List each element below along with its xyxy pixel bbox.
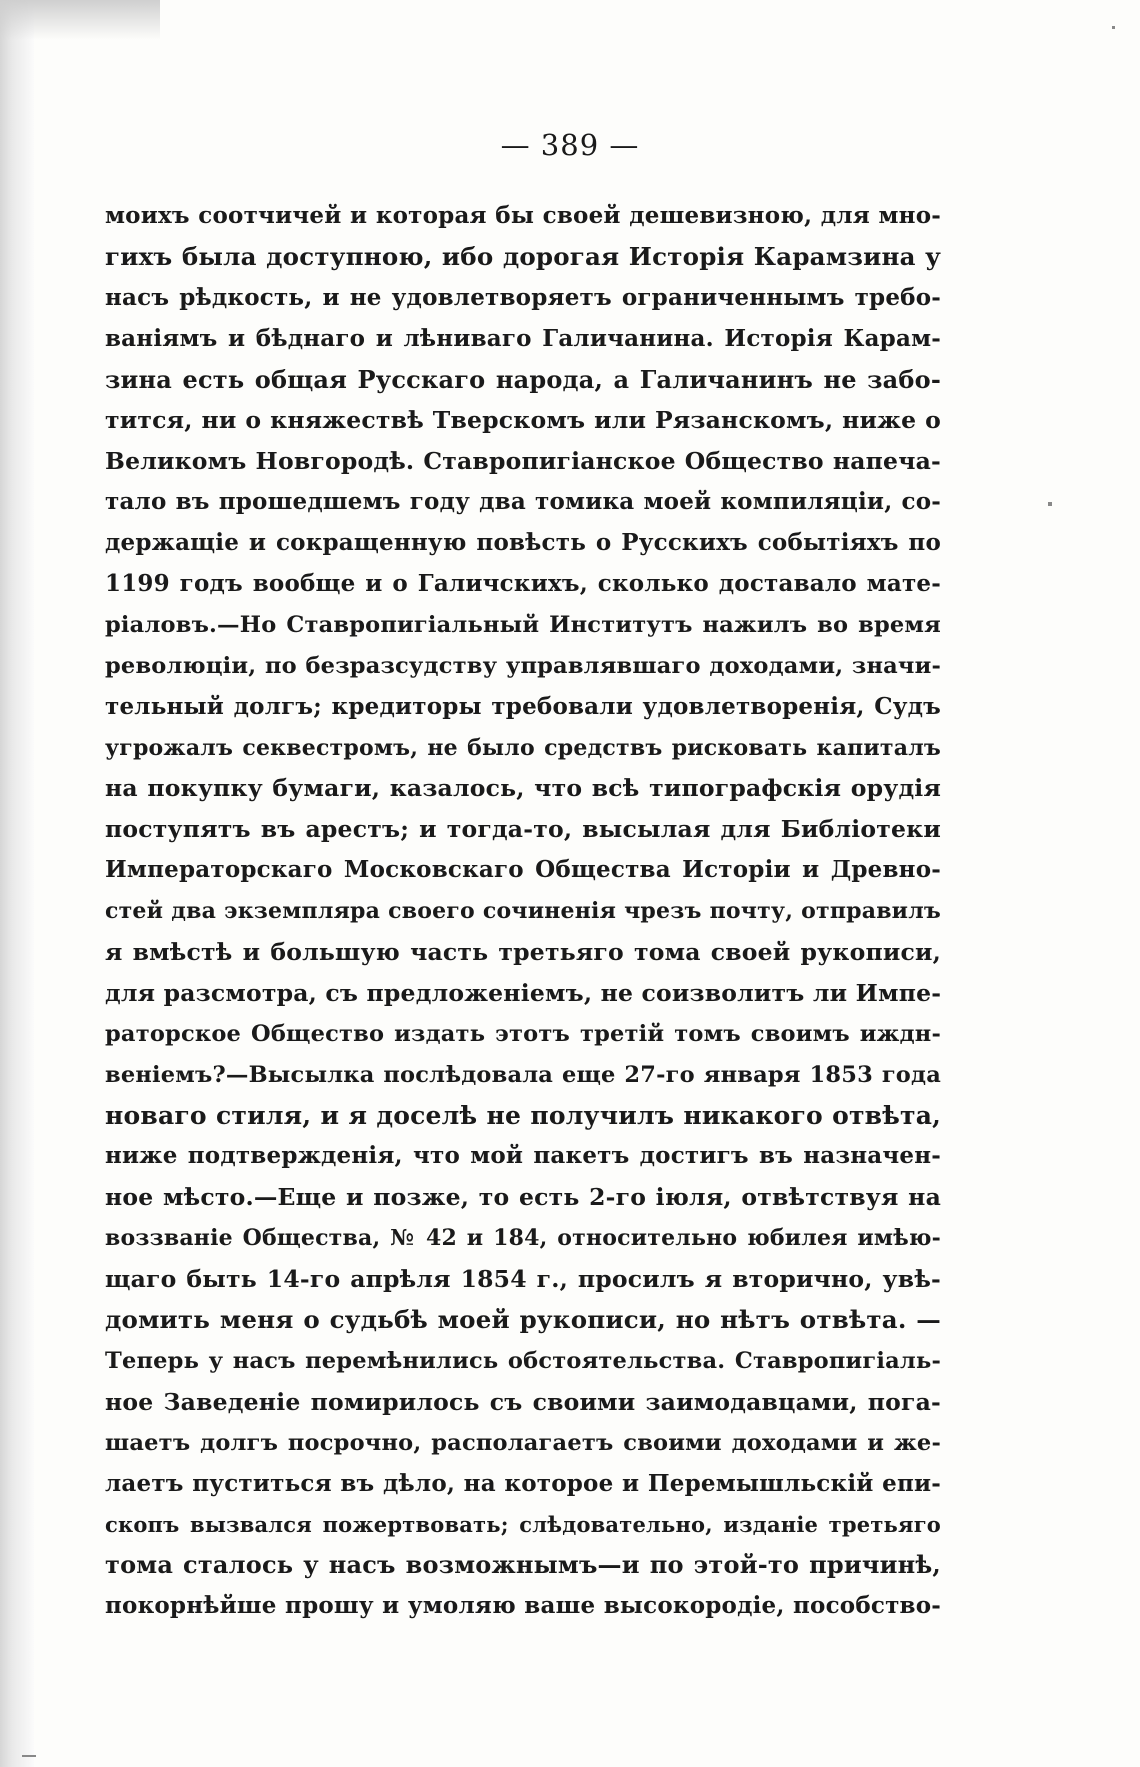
text-line: зина есть общая Русскаго народа, а Галичанинъ не забо- — [105, 364, 941, 394]
text-line: веніемъ?—Высылка послѣдовала еще 27-го января 1853 года — [105, 1061, 941, 1088]
text-line: угрожалъ секвестромъ, не было средствъ рисковать капиталъ — [105, 734, 941, 761]
text-line: щаго быть 14-го апрѣля 1854 г., просилъ я вторично, увѣ- — [105, 1265, 941, 1294]
text-line: я вмѣстѣ и большую часть третьяго тома своей рукописи, — [105, 938, 941, 967]
text-line: тельный долгъ; кредиторы требовали удовлетворенія, Судъ — [105, 692, 941, 720]
text-line: ное мѣсто.—Еще и позже, то есть 2-го іюля, отвѣтствуя на — [105, 1183, 941, 1212]
text-line: ріаловъ.—Но Ставропигіальный Институтъ нажилъ во время — [105, 611, 941, 638]
text-line: тома сталось у насъ возможнымъ—и по этой-то причинѣ, — [105, 1550, 941, 1580]
binding-top-shadow — [0, 0, 160, 40]
text-line: ваніямъ и бѣднаго и лѣниваго Галичанина. Исторія Карам- — [105, 324, 941, 352]
text-line: новаго стиля, и я доселѣ не получилъ никакого отвѣта, — [105, 1100, 941, 1130]
page-number: — 389 — — [500, 128, 640, 162]
body-text — [105, 196, 941, 1627]
text-line: Великомъ Новгородѣ. Ставропигіанское Общество напеча- — [105, 447, 941, 476]
scan-speck — [22, 1755, 36, 1757]
text-line: ниже подтвержденія, что мой пакетъ достигъ въ назначен- — [105, 1142, 941, 1170]
text-line: стей два экземпляра своего сочиненія чрезъ почту, отправилъ — [105, 898, 941, 925]
binding-shadow — [0, 0, 34, 1767]
text-line: Теперь у насъ перемѣнились обстоятельства. Ставропигіаль- — [105, 1347, 941, 1374]
text-line: раторское Общество издать этотъ третій томъ своимъ иждн- — [105, 1020, 941, 1047]
text-line: Императорскаго Московскаго Общества Исторіи и Древно- — [105, 856, 941, 884]
text-line: воззваніе Общества, № 42 и 184, относительно юбилея имѣю- — [105, 1225, 941, 1252]
text-line: насъ рѣдкость, и не удовлетворяетъ ограниченнымъ требо- — [105, 283, 941, 311]
text-line: скопъ вызвался пожертвовать; слѣдовательно, изданіе третьяго — [105, 1511, 941, 1537]
text-line: тало въ прошедшемъ году два томика моей компиляціи, со- — [105, 488, 941, 516]
text-line: 1199 годъ вообще и о Галичскихъ, сколько доставало мате- — [105, 570, 941, 598]
text-line: поступятъ въ арестъ; и тогда-то, высылая для Библіотеки — [105, 815, 941, 844]
text-line: революціи, по безразсудству управлявшаго доходами, значи- — [105, 652, 941, 679]
text-line: гихъ была доступною, ибо дорогая Исторія Карамзина у — [105, 241, 941, 271]
text-line: ное Заведеніе помирилось съ своими заимодавцами, пога- — [105, 1387, 941, 1416]
text-line: моихъ соотчичей и которая бы своей дешевизною, для мно- — [105, 202, 941, 229]
scan-speck — [1112, 26, 1115, 29]
text-line: держащіе и сокращенную повѣсть о Русскихъ событіяхъ по — [105, 529, 941, 557]
scan-speck — [1048, 502, 1052, 506]
text-line: шаетъ долгъ посрочно, располагаетъ своими доходами и же- — [105, 1429, 941, 1456]
text-line: тится, ни о княжествѣ Тверскомъ или Рязанскомъ, ниже о — [105, 406, 941, 435]
text-line: покорнѣйше прошу и умоляю ваше высокородіе, пособство- — [105, 1592, 941, 1620]
text-line: лаетъ пуститься въ дѣло, на которое и Перемышльскій епи- — [105, 1469, 941, 1497]
text-line: на покупку бумаги, казалось, что всѣ типографскія орудія — [105, 774, 941, 803]
text-line: домить меня о судьбѣ моей рукописи, но нѣтъ отвѣта. — — [105, 1305, 941, 1335]
text-line: для разсмотра, съ предложеніемъ, не соизволитъ ли Импе- — [105, 978, 942, 1007]
